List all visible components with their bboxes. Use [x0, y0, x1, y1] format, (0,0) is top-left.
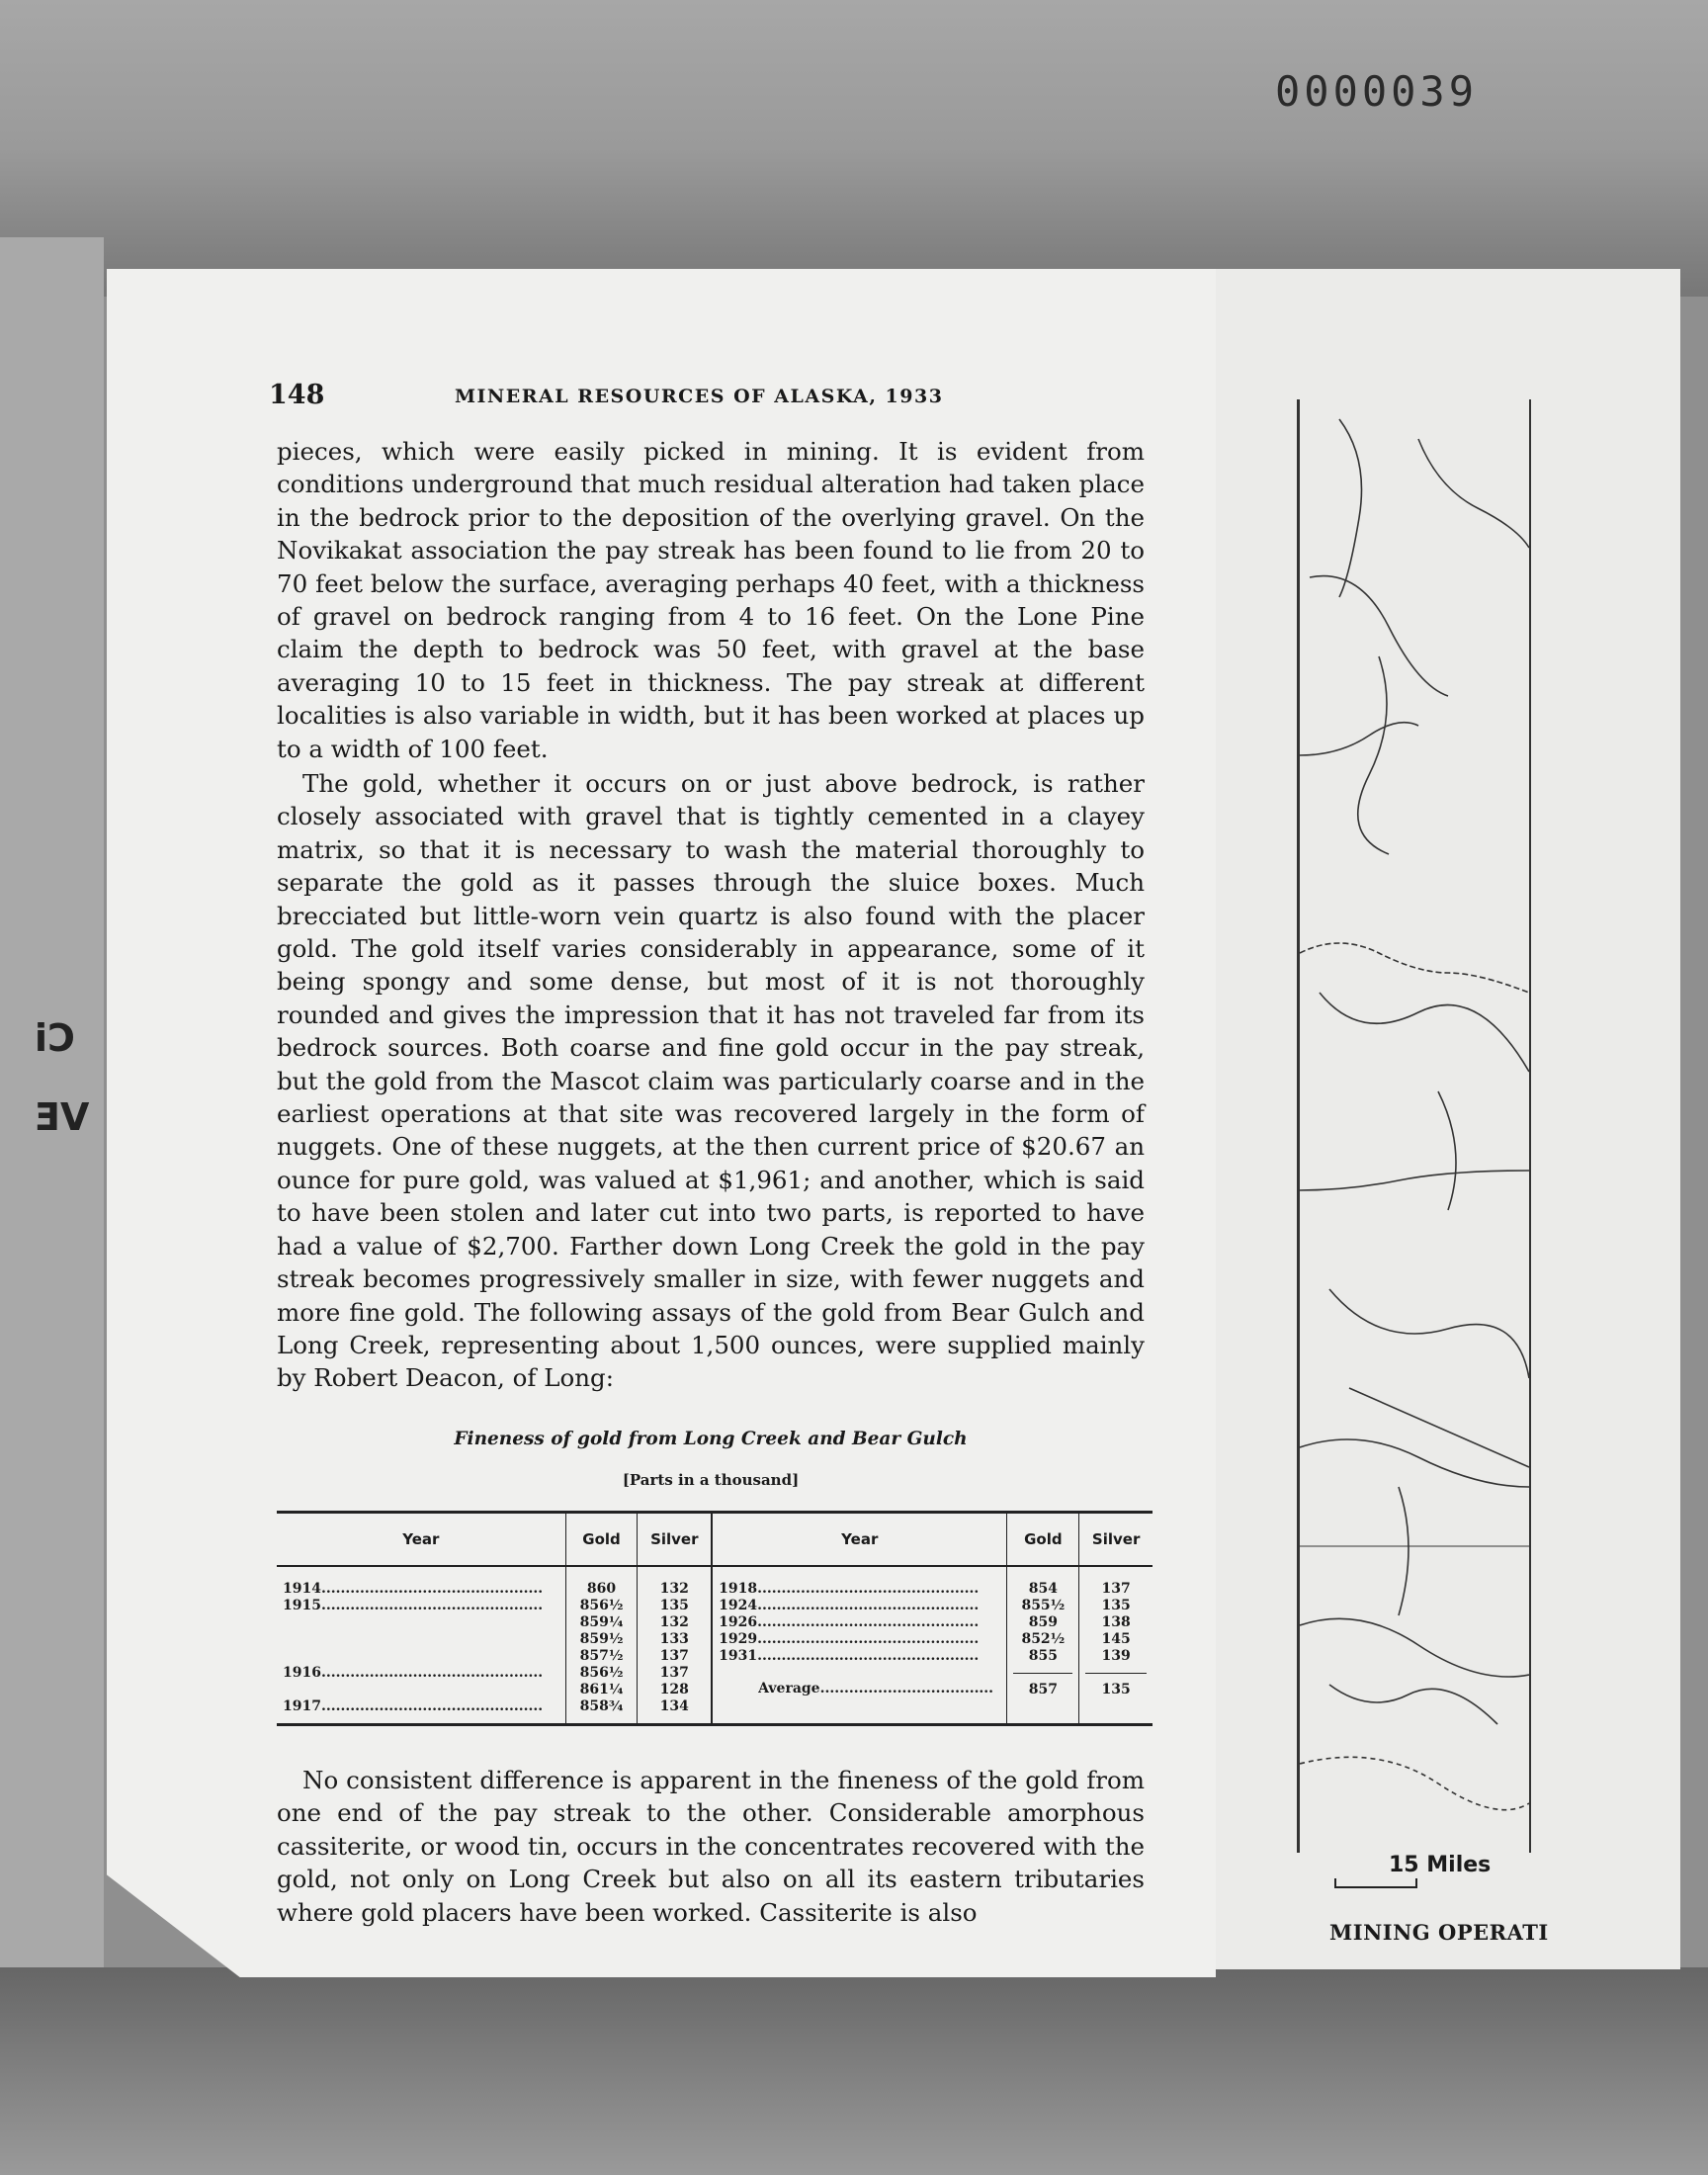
year-entry: 1914..............................................	[283, 1581, 544, 1597]
document-id-stamp: 0000039	[1275, 67, 1479, 116]
header-silver-left: Silver	[638, 1513, 712, 1567]
header-gold-left: Gold	[565, 1513, 638, 1567]
map-scale-label: 15 Miles	[1389, 1853, 1492, 1877]
gold-value: 858¾	[579, 1698, 624, 1714]
table-subcaption: [Parts in a thousand]	[622, 1471, 800, 1489]
silver-value: 132	[659, 1581, 689, 1597]
margin-mark-1: Ci	[35, 1016, 75, 1060]
year-entry: 1917..............................................	[283, 1698, 544, 1714]
header-year-right: Year	[712, 1513, 1007, 1567]
gold-value: 854	[1028, 1581, 1058, 1597]
gold-value: 856½	[579, 1665, 624, 1681]
silver-value: 137	[1101, 1581, 1131, 1597]
gold-value: 852½	[1021, 1631, 1066, 1647]
year-entry: 1916..............................................	[283, 1665, 544, 1681]
silver-value: 133	[659, 1631, 689, 1647]
gold-value: 855½	[1021, 1598, 1066, 1613]
silver-value: 137	[659, 1648, 689, 1664]
silver-value: 135	[659, 1598, 689, 1613]
margin-mark-2: VE	[35, 1095, 90, 1139]
running-head	[269, 380, 1158, 413]
table-header-row	[277, 1513, 1153, 1567]
running-title: MINERAL RESOURCES OF ALASKA, 1933	[455, 386, 944, 407]
year-entry	[283, 1648, 559, 1665]
year-entry	[283, 1631, 559, 1648]
scan-top-band	[0, 0, 1708, 297]
silver-value: 145	[1101, 1631, 1131, 1647]
year-entry: 1931..............................................	[719, 1648, 980, 1664]
header-year-left: Year	[277, 1513, 565, 1567]
silver-value: 137	[659, 1665, 689, 1681]
silver-value: 138	[1101, 1614, 1131, 1630]
table-body-row	[277, 1566, 1153, 1725]
year-entry	[283, 1614, 559, 1631]
gold-value: 859¼	[579, 1614, 624, 1630]
gold-value: 856½	[579, 1598, 624, 1613]
gold-value: 859½	[579, 1631, 624, 1647]
silver-value: 132	[659, 1614, 689, 1630]
fineness-table	[277, 1511, 1153, 1726]
scan-bottom-band	[0, 1967, 1708, 2175]
gold-value: 857½	[579, 1648, 624, 1664]
paragraph-1: pieces, which were easily picked in mining. It is evident from conditions underground that much residual alteration had taken place in the bedrock prior to the deposition of the overlying gravel. On the Novikakat association the pay streak has been found to lie from 20 to 70 feet below the surface, averaging perhaps 40 feet, with a thickness of gravel on bedrock ranging from 4 to 16 feet. On the Lone Pine claim the depth to bedrock was 50 feet, with gravel at the base averaging 10 to 15 feet in thickness. The pay streak at different localities is also variable in width, but it has been worked at places up to a width of 100 feet.	[277, 437, 1145, 763]
right-silver-cell	[1079, 1566, 1153, 1725]
year-entry: 1915..............................................	[283, 1598, 544, 1613]
silver-value: 139	[1101, 1648, 1131, 1664]
gold-value: 860	[586, 1581, 617, 1597]
gold-value: 861¼	[579, 1682, 624, 1697]
gold-value: 859	[1028, 1614, 1058, 1630]
left-gold-cell	[565, 1566, 638, 1725]
year-entry	[283, 1682, 559, 1698]
left-silver-cell	[638, 1566, 712, 1725]
left-year-cell	[277, 1566, 565, 1725]
paragraph-3: No consistent difference is apparent in the fineness of the gold from one end of the pay streak to the other. Considerable amorphous cassiterite, or wood tin, occurs in the concentrates recovered with the gold, not only on Long Creek but also on all its eastern tributaries where gold placers have been worked. Cassiterite is also	[277, 1766, 1145, 1927]
silver-value: 128	[659, 1682, 689, 1697]
map-caption: MINING OPERATI	[1329, 1920, 1549, 1945]
map-frame	[1297, 399, 1531, 1853]
silver-value: 134	[659, 1698, 689, 1714]
average-gold: 857	[1013, 1673, 1072, 1698]
table-caption: Fineness of gold from Long Creek and Bear Gulch	[454, 1429, 968, 1449]
map-drawing	[1300, 399, 1529, 1853]
silver-value: 135	[1101, 1598, 1131, 1613]
year-entry: 1926..............................................	[719, 1614, 980, 1630]
right-year-cell	[712, 1566, 1007, 1725]
right-gold-cell	[1007, 1566, 1079, 1725]
average-label-row: Average....................................	[758, 1681, 994, 1696]
map-scale-bar	[1334, 1878, 1417, 1888]
year-entry: 1918..............................................	[719, 1581, 980, 1597]
page-number: 148	[269, 380, 325, 410]
gold-value: 855	[1028, 1648, 1058, 1664]
average-silver: 135	[1085, 1673, 1147, 1698]
year-entry: 1924..............................................	[719, 1598, 980, 1613]
year-entry: 1929..............................................	[719, 1631, 980, 1647]
header-silver-right: Silver	[1079, 1513, 1153, 1567]
paragraph-2: The gold, whether it occurs on or just above bedrock, is rather closely associated with gravel that is tightly cemented in a clayey matrix, so that it is necessary to wash the material thoroughly to separate the gold as it passes through the sluice boxes. Much brecciated but little-worn vein quartz is also found with the placer gold. The gold itself varies considerably in appearance, some of it being spongy and some dense, but most of it is not thoroughly rounded and gives the impression that it has not traveled far from its bedrock sources. Both coarse and fine gold occur in the pay streak, but the gold from the Mascot claim was particularly coarse and in the earliest operations at that site was recovered largely in the form of nuggets. One of these nuggets, at the then current price of $20.67 an ounce for pure gold, was valued at $1,961; and another, which is said to have been stolen and later cut into two parts, is reported to have had a value of $2,700. Farther down Long Creek the gold in the pay streak becomes progressively smaller in size, with fewer nuggets and more fine gold. The following assays of the gold from Bear Gulch and Long Creek, representing about 1,500 ounces, were supplied mainly by Robert Deacon, of Long:	[277, 769, 1145, 1393]
header-gold-right: Gold	[1007, 1513, 1079, 1567]
